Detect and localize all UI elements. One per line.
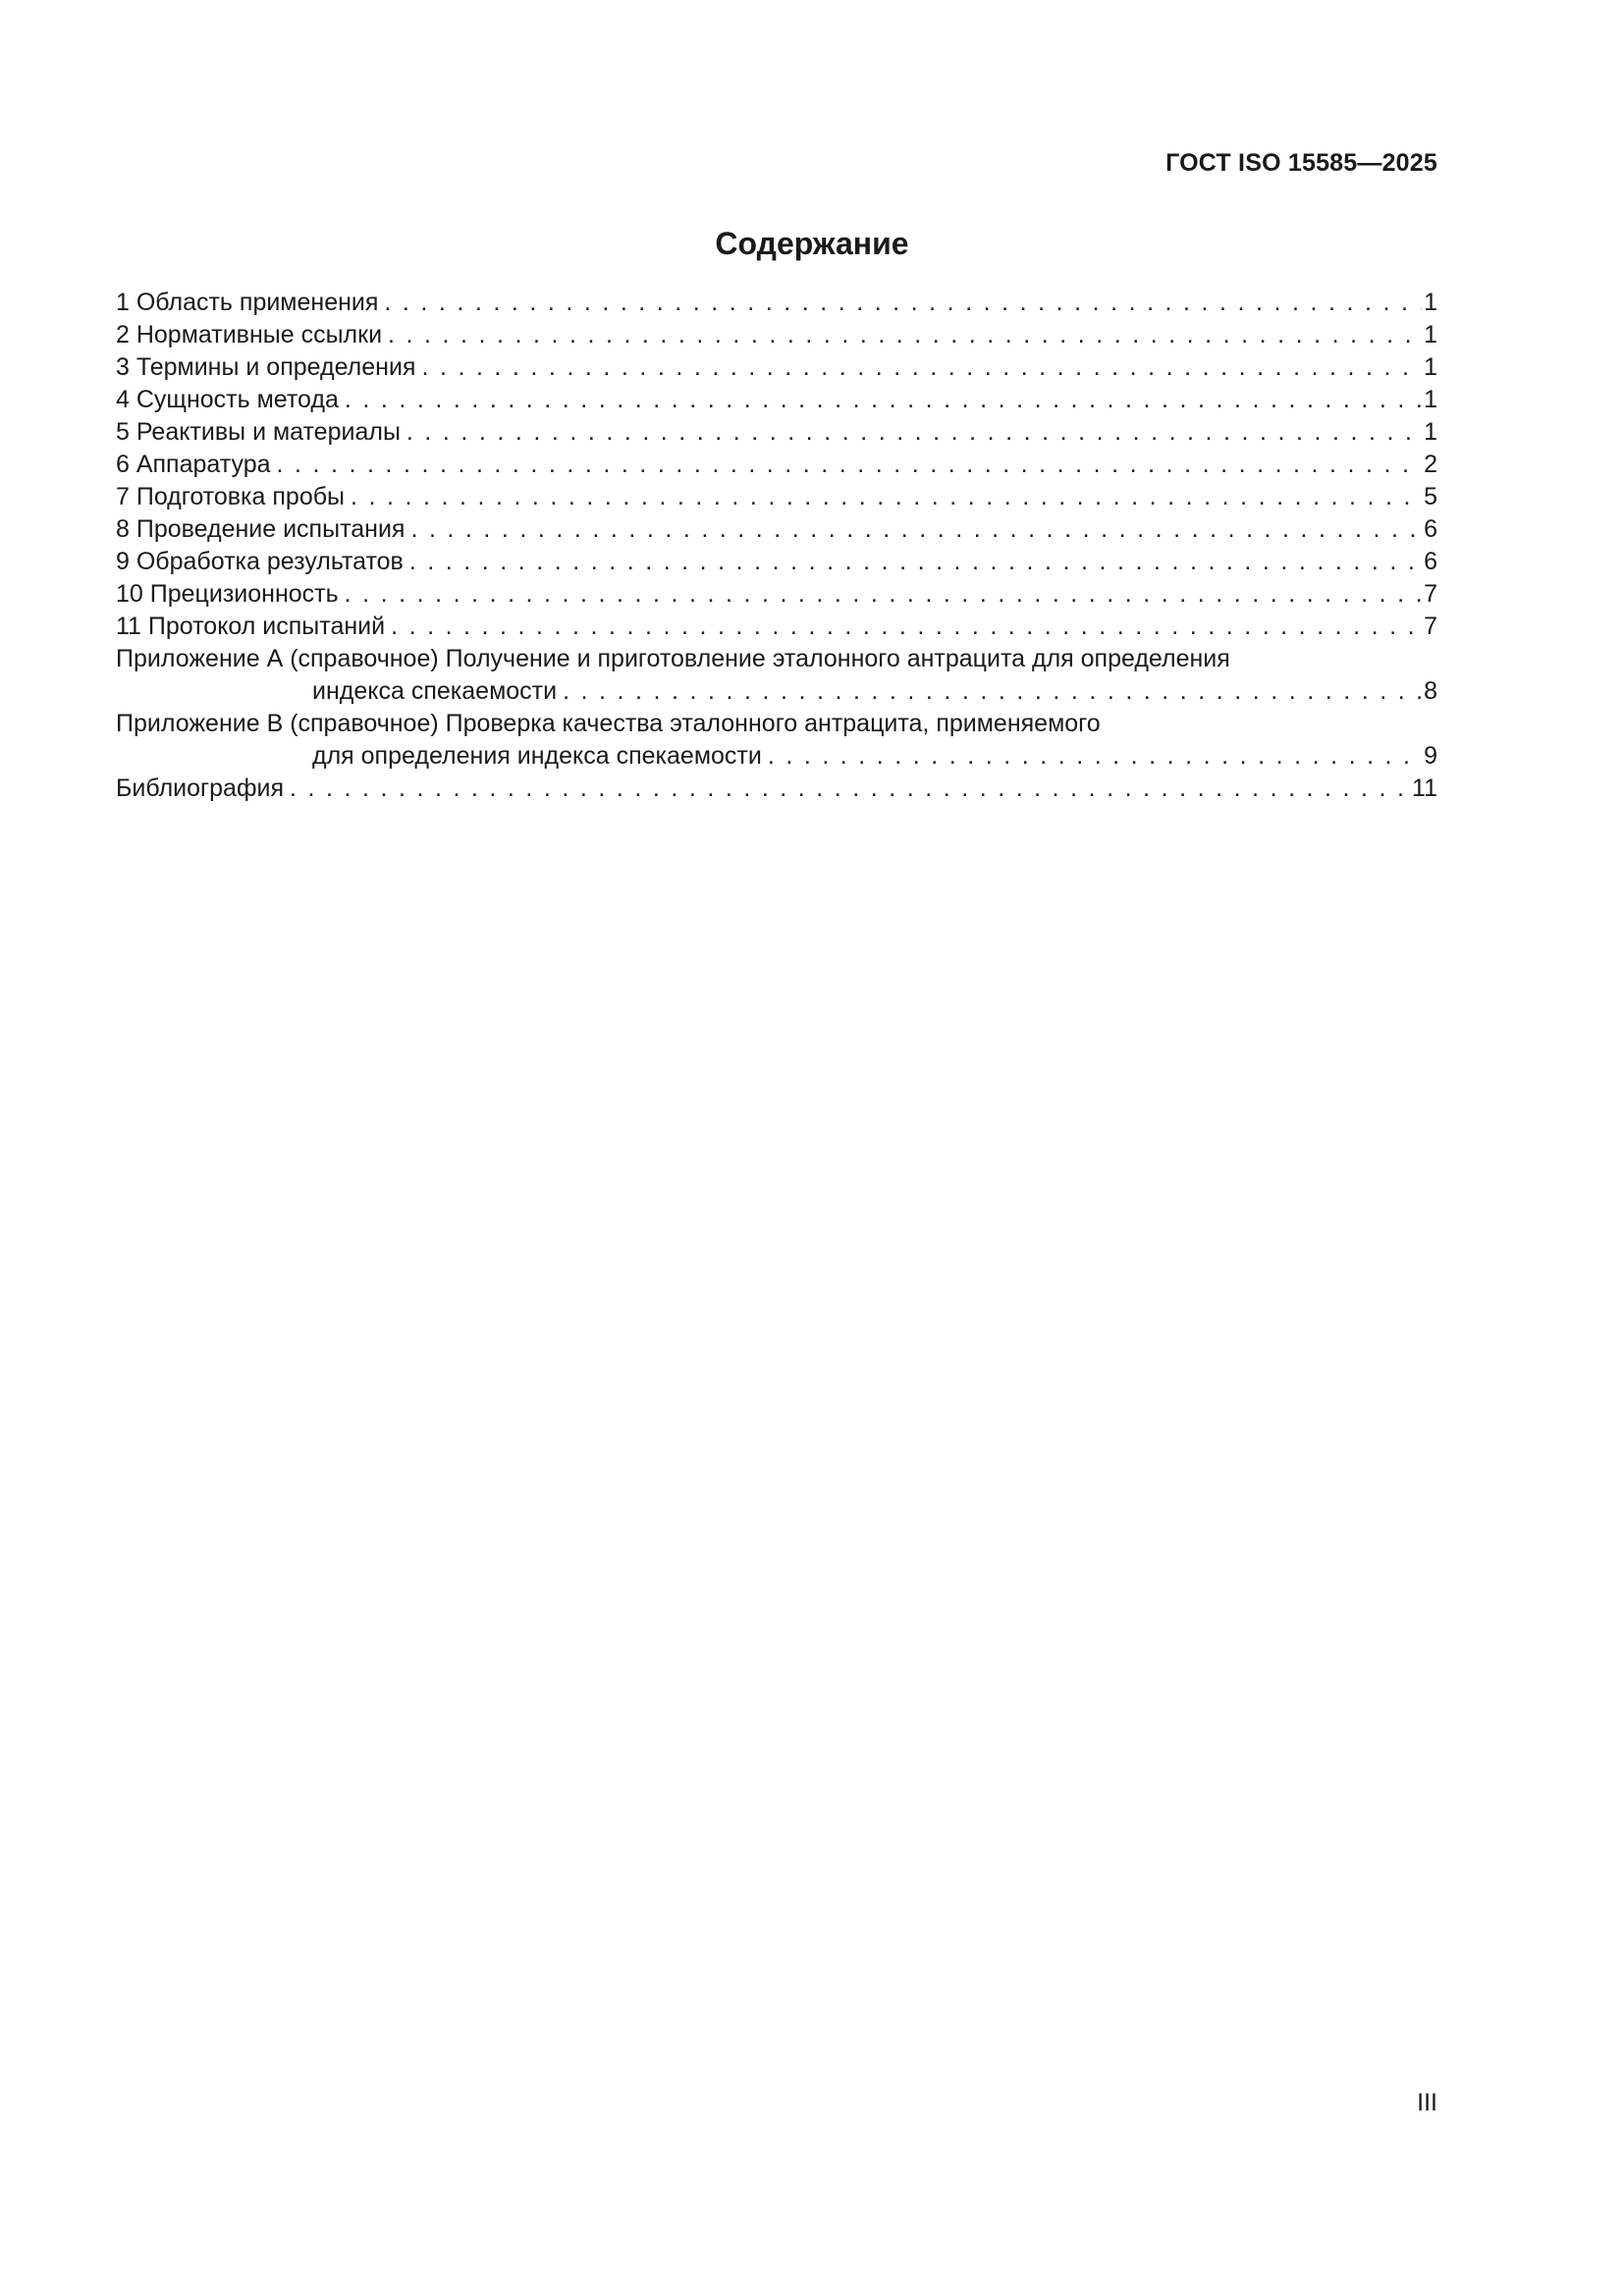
page-number: III <box>1417 2089 1437 2116</box>
toc-leader-dots <box>391 611 1422 643</box>
toc-entry-page: 1 <box>1424 353 1437 381</box>
toc-entry-results[interactable] <box>116 546 1437 578</box>
toc-entry-page: 7 <box>1424 580 1437 608</box>
toc-entry-label: для определения индекса спекаемости <box>312 742 762 770</box>
toc-entry-title-line: Приложение А (справочное) Получение и приготовление эталонного антрацита для определения <box>116 645 1230 672</box>
toc-entry-annex-b[interactable] <box>116 708 1437 773</box>
toc-entry-test-report[interactable] <box>116 611 1437 643</box>
toc-leader-dots <box>410 513 1422 546</box>
toc-entry-page: 6 <box>1424 515 1437 543</box>
toc-entry-label: 6 Аппаратура <box>116 451 271 478</box>
toc-entry-page: 1 <box>1424 321 1437 348</box>
toc-entry-page: 1 <box>1424 386 1437 413</box>
toc-leader-dots <box>563 675 1422 708</box>
toc-entry-page: 9 <box>1424 742 1437 770</box>
toc-entry-terms-definitions[interactable] <box>116 351 1437 384</box>
toc-entry-normative-references[interactable] <box>116 319 1437 351</box>
toc-leader-dots <box>388 319 1422 351</box>
toc-entry-label: 1 Область применения <box>116 289 379 316</box>
toc-entry-label: 10 Прецизионность <box>116 580 339 608</box>
toc-entry-page: 7 <box>1424 613 1437 640</box>
toc-entry-bibliography[interactable] <box>116 773 1437 805</box>
toc-entry-page: 8 <box>1424 677 1437 705</box>
document-code: ГОСТ ISO 15585—2025 <box>1165 149 1437 177</box>
toc-entry-apparatus[interactable] <box>116 449 1437 481</box>
toc-leader-dots <box>406 416 1422 449</box>
toc-entry-scope[interactable] <box>116 287 1437 319</box>
toc-leader-dots <box>768 740 1422 773</box>
toc-entry-reagents[interactable] <box>116 416 1437 449</box>
toc-entry-precision[interactable] <box>116 578 1437 611</box>
toc-entry-label: 5 Реактивы и материалы <box>116 418 401 446</box>
toc-title: Содержание <box>715 226 909 261</box>
toc-entry-title-line: Приложение В (справочное) Проверка качества эталонного антрацита, применяемого <box>116 710 1101 737</box>
toc-entry-label: Библиография <box>116 774 285 802</box>
toc-entry-page: 11 <box>1412 774 1437 802</box>
toc-entry-label: 11 Протокол испытаний <box>116 613 386 640</box>
table-of-contents <box>116 287 1437 805</box>
toc-leader-dots <box>277 449 1423 481</box>
toc-entry-sample-preparation[interactable] <box>116 481 1437 513</box>
toc-entry-page: 5 <box>1424 483 1437 510</box>
toc-entry-label: 4 Сущность метода <box>116 386 339 413</box>
toc-leader-dots <box>409 546 1422 578</box>
toc-entry-procedure[interactable] <box>116 513 1437 546</box>
toc-entry-page: 1 <box>1424 289 1437 316</box>
toc-leader-dots <box>421 351 1422 384</box>
toc-entry-principle[interactable] <box>116 384 1437 416</box>
toc-leader-dots <box>290 773 1410 805</box>
toc-leader-dots <box>384 287 1422 319</box>
toc-leader-dots <box>351 481 1422 513</box>
toc-entry-page: 6 <box>1424 548 1437 575</box>
toc-entry-label: 2 Нормативные ссылки <box>116 321 383 348</box>
toc-entry-annex-a[interactable] <box>116 643 1437 708</box>
toc-leader-dots <box>345 384 1422 416</box>
toc-leader-dots <box>345 578 1422 611</box>
toc-entry-label: 3 Термины и определения <box>116 353 416 381</box>
toc-entry-page: 2 <box>1424 451 1437 478</box>
toc-entry-label: 8 Проведение испытания <box>116 515 406 543</box>
toc-entry-label: индекса спекаемости <box>312 677 558 705</box>
toc-entry-label: 9 Обработка результатов <box>116 548 404 575</box>
toc-entry-page: 1 <box>1424 418 1437 446</box>
toc-entry-label: 7 Подготовка пробы <box>116 483 346 510</box>
